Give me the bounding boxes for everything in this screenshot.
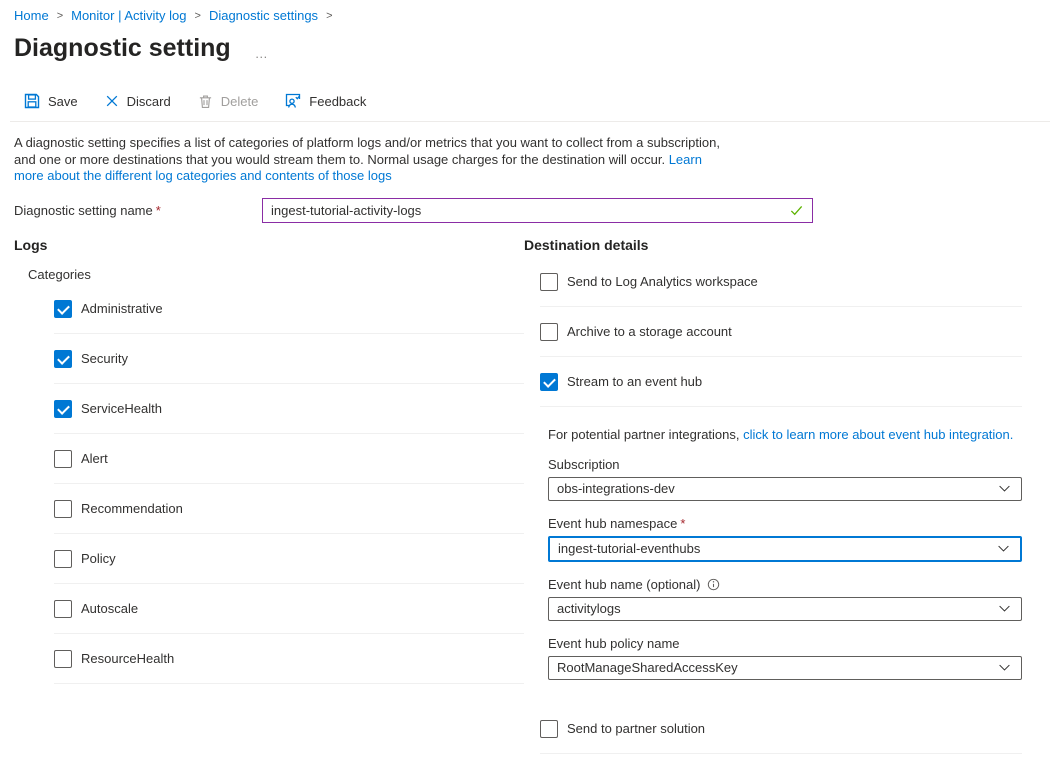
event-hub-namespace-label: Event hub namespace * xyxy=(548,515,686,531)
toolbar-divider-wrap xyxy=(10,93,1050,122)
subscription-label: Subscription xyxy=(548,456,620,472)
delete-label: Delete xyxy=(220,93,259,109)
description-text xyxy=(14,135,722,185)
servicehealth-label: ServiceHealth xyxy=(81,401,162,416)
event-hub-name-field xyxy=(548,577,1022,621)
event-hub-namespace-field xyxy=(548,516,1022,562)
category-row xyxy=(54,634,524,684)
administrative-checkbox[interactable] xyxy=(54,300,72,318)
category-row xyxy=(54,284,524,334)
security-checkbox[interactable] xyxy=(54,350,72,368)
category-row xyxy=(54,534,524,584)
recommendation-checkbox[interactable] xyxy=(54,500,72,518)
event-hub-policy-value: RootManageSharedAccessKey xyxy=(557,660,738,675)
policy-checkbox[interactable] xyxy=(54,550,72,568)
category-row xyxy=(54,334,524,384)
breadcrumb-home[interactable]: Home xyxy=(14,8,49,23)
feedback-person-icon xyxy=(285,93,301,109)
more-options-ellipsis-icon[interactable]: … xyxy=(254,46,269,61)
security-label: Security xyxy=(81,351,128,366)
categories-label: Categories xyxy=(28,266,91,282)
breadcrumb-monitor-activity-log[interactable]: Monitor | Activity log xyxy=(71,8,187,23)
categories-list xyxy=(54,284,524,684)
destination-row xyxy=(540,257,1022,307)
required-asterisk: * xyxy=(680,515,686,531)
event-hub-name-value: activitylogs xyxy=(557,601,621,616)
logs-title: Logs xyxy=(14,236,48,253)
breadcrumb-diagnostic-settings[interactable]: Diagnostic settings xyxy=(208,8,319,23)
storage-account-checkbox[interactable] xyxy=(540,323,558,341)
subscription-select[interactable] xyxy=(548,477,1022,501)
required-asterisk: * xyxy=(155,202,161,218)
diagnostic-setting-name-input[interactable] xyxy=(271,203,789,218)
partner-solution-section xyxy=(540,704,1022,754)
event-hub-namespace-value: ingest-tutorial-eventhubs xyxy=(558,541,701,556)
delete-button xyxy=(198,94,259,109)
breadcrumb xyxy=(14,8,1036,23)
log-analytics-label: Send to Log Analytics workspace xyxy=(567,274,758,289)
name-input-wrap xyxy=(262,198,813,223)
name-field-label: Diagnostic setting name * xyxy=(14,202,161,218)
recommendation-label: Recommendation xyxy=(81,501,183,516)
command-bar xyxy=(14,93,1050,109)
event-hub-policy-field xyxy=(548,636,1022,680)
partner-solution-checkbox[interactable] xyxy=(540,720,558,738)
storage-account-label: Archive to a storage account xyxy=(567,324,732,339)
partner-solution-label: Send to partner solution xyxy=(567,721,706,736)
category-row xyxy=(54,384,524,434)
page-title: Diagnostic setting xyxy=(14,34,231,62)
valid-checkmark-icon xyxy=(789,203,804,218)
event-hub-checkbox[interactable] xyxy=(540,373,558,391)
log-analytics-checkbox[interactable] xyxy=(540,273,558,291)
discard-button[interactable] xyxy=(105,94,171,109)
info-icon[interactable] xyxy=(707,578,720,591)
chevron-down-icon xyxy=(998,602,1011,615)
breadcrumb-separator: > xyxy=(194,9,201,22)
administrative-label: Administrative xyxy=(81,301,163,316)
event-hub-fields xyxy=(548,457,1022,680)
autoscale-checkbox[interactable] xyxy=(54,600,72,618)
chevron-down-icon xyxy=(998,482,1011,495)
destination-row xyxy=(540,357,1022,407)
event-hub-policy-label: Event hub policy name xyxy=(548,635,680,651)
name-field-row xyxy=(14,198,1036,223)
subscription-field xyxy=(548,457,1022,501)
destination-row xyxy=(540,307,1022,357)
event-hub-label: Stream to an event hub xyxy=(567,374,703,389)
event-hub-integration-link[interactable]: click to learn more about event hub integration. xyxy=(743,426,1014,442)
category-row xyxy=(54,484,524,534)
event-hub-policy-select[interactable] xyxy=(548,656,1022,680)
feedback-button[interactable] xyxy=(285,93,366,109)
learn-more-link[interactable]: Learn more about the different log categories and contents of those logs xyxy=(14,151,702,183)
resourcehealth-label: ResourceHealth xyxy=(81,651,175,666)
event-hub-name-label: Event hub name (optional) xyxy=(548,577,1022,592)
category-row xyxy=(54,584,524,634)
chevron-down-icon xyxy=(998,661,1011,674)
alert-checkbox[interactable] xyxy=(54,450,72,468)
logs-section xyxy=(14,237,524,684)
title-row xyxy=(14,31,1036,65)
feedback-label: Feedback xyxy=(309,93,367,109)
autoscale-label: Autoscale xyxy=(81,601,139,616)
event-hub-namespace-select[interactable] xyxy=(548,536,1022,562)
close-x-icon xyxy=(105,94,119,108)
breadcrumb-separator: > xyxy=(56,9,64,22)
servicehealth-checkbox[interactable] xyxy=(54,400,72,418)
partner-note-text: For potential partner integrations, xyxy=(548,426,744,442)
destination-section xyxy=(524,237,1022,754)
trash-icon xyxy=(198,94,213,109)
discard-label: Discard xyxy=(126,93,171,109)
partner-integration-note xyxy=(548,427,1022,442)
policy-label: Policy xyxy=(81,551,116,566)
main-columns xyxy=(14,237,1036,754)
chevron-down-icon xyxy=(997,542,1010,555)
breadcrumb-separator: > xyxy=(326,9,333,22)
category-row xyxy=(54,434,524,484)
destination-row xyxy=(540,704,1022,754)
save-icon xyxy=(24,93,40,109)
event-hub-name-select[interactable] xyxy=(548,597,1022,621)
alert-label: Alert xyxy=(81,451,108,466)
save-label: Save xyxy=(48,93,78,109)
save-button[interactable] xyxy=(24,93,78,109)
destination-options xyxy=(540,257,1022,407)
resourcehealth-checkbox[interactable] xyxy=(54,650,72,668)
subscription-value: obs-integrations-dev xyxy=(557,481,675,496)
destination-title: Destination details xyxy=(524,236,649,253)
description-body: A diagnostic setting specifies a list of categories of platform logs and/or metrics that you want to collect from a subscription, and one or more destinations that you would stream them to. Normal usage charges for the destination will occur. xyxy=(14,135,720,167)
